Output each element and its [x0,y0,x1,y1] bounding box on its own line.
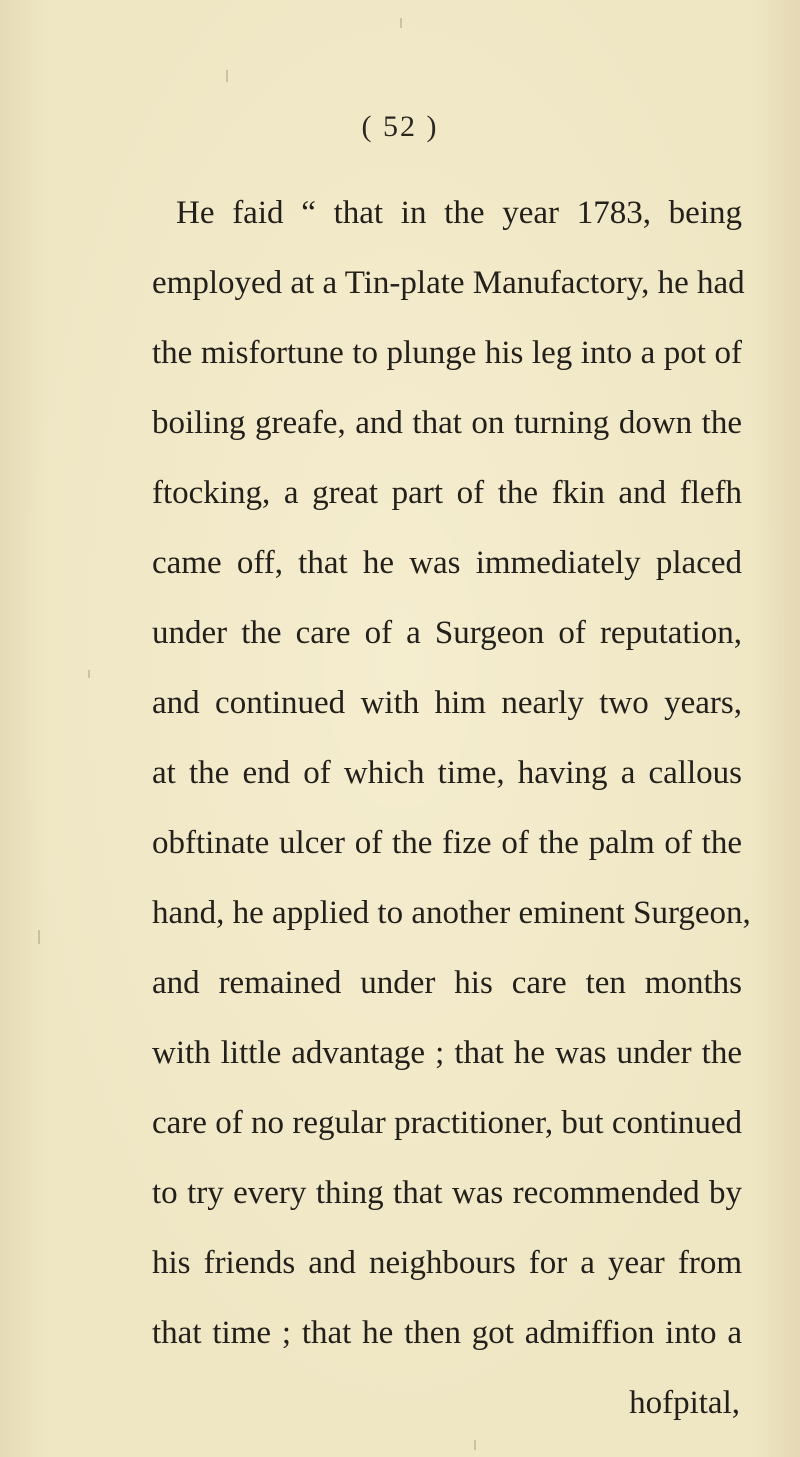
text-line: obftinate ulcer of the fize of the palm of the [152,825,742,861]
paper-speck [38,930,40,944]
paper-speck [88,670,90,678]
text-line: hand, he applied to another eminent Surgeon, [152,895,751,931]
text-line: at the end of which time, having a callous [152,755,742,791]
text-line: with little advantage ; that he was under the [152,1035,742,1071]
paper-speck [226,70,228,82]
text-line: employed at a Tin-plate Manufactory, he had [152,265,745,301]
paper-speck [400,18,402,28]
page-number: ( 52 ) [361,110,439,143]
text-line: his friends and neighbours for a year from [152,1245,742,1281]
text-line: boiling greafe, and that on turning down the [152,405,742,441]
text-line: under the care of a Surgeon of reputation, [152,615,742,651]
text-line: and continued with him nearly two years, [152,685,742,721]
paper-speck [474,1440,476,1450]
text-line: and remained under his care ten months [152,965,742,1001]
text-line: the misfortune to plunge his leg into a pot of [152,335,742,371]
text-line: He faid “ that in the year 1783, being [176,195,742,231]
text-line: care of no regular practitioner, but continued [152,1105,742,1141]
text-line: ftocking, a great part of the fkin and flefh [152,475,742,511]
catchword: hofpital, [629,1385,740,1421]
text-line: to try every thing that was recommended by [152,1175,742,1211]
text-line: that time ; that he then got admiffion into a [152,1315,742,1351]
text-line: came off, that he was immediately placed [152,545,742,581]
